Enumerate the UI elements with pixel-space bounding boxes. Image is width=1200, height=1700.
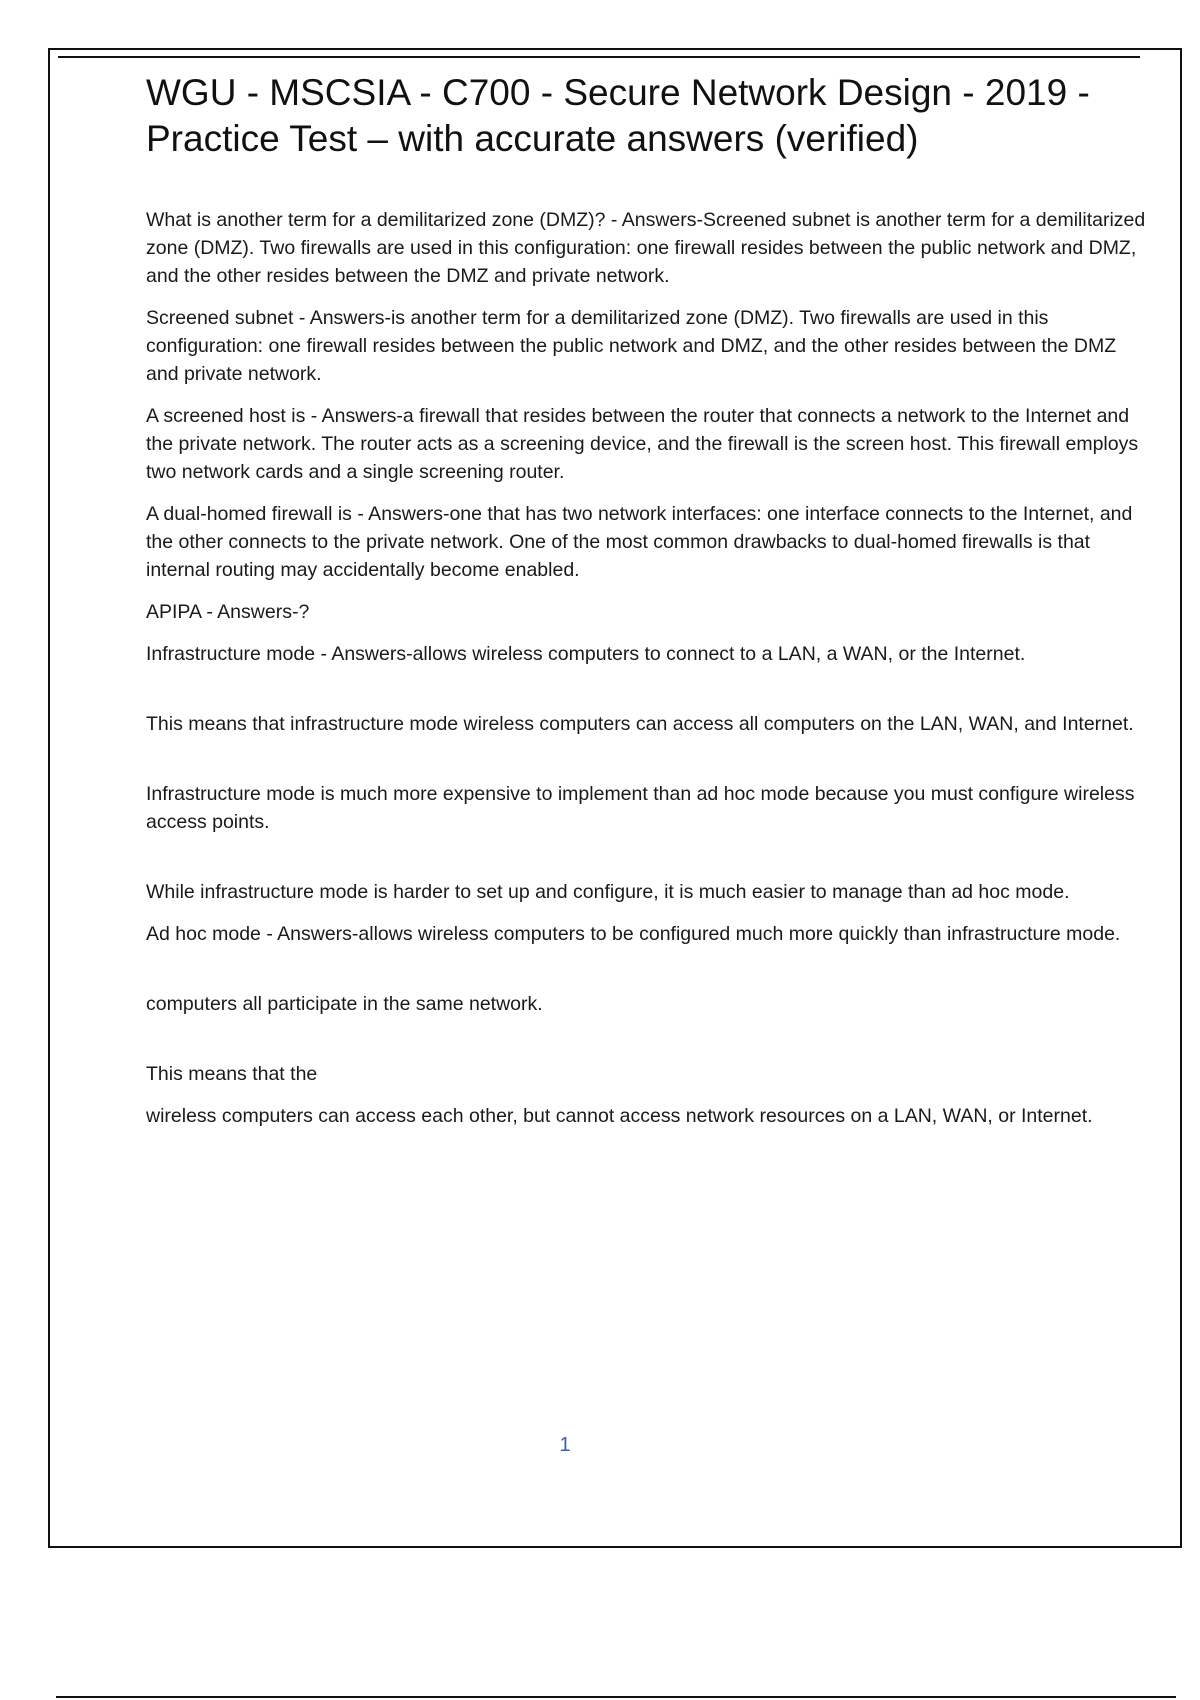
qa-paragraph: Infrastructure mode - Answers-allows wireless computers to connect to a LAN, a WAN, or the Internet.	[146, 643, 1026, 665]
top-divider	[58, 56, 1140, 58]
qa-paragraph: Ad hoc mode - Answers-allows wireless computers to be configured much more quickly than infrastructure mode.	[146, 923, 1121, 945]
document-title: WGU - MSCSIA - C700 - Secure Network Design - 2019 - Practice Test – with accurate answers (verified)	[146, 72, 1090, 159]
qa-paragraph: This means that infrastructure mode wireless computers can access all computers on the LAN, WAN, and Internet.	[146, 713, 1134, 735]
qa-paragraph: A screened host is - Answers-a firewall that resides between the router that connects a network to the Internet and the private network. The router acts as a screening device, and the firewall is the screen host. This firewall employs two network cards and a single screening router.	[146, 405, 1139, 483]
qa-paragraph: wireless computers can access each other, but cannot access network resources on a LAN, WAN, or Internet.	[146, 1105, 1093, 1127]
page-frame	[48, 48, 1182, 1548]
next-page-divider	[56, 1696, 1176, 1698]
qa-paragraph: This means that the	[146, 1063, 318, 1085]
qa-paragraph: computers all participate in the same network.	[146, 993, 543, 1015]
qa-paragraph: APIPA - Answers-?	[146, 601, 310, 623]
page-number: 1	[559, 1434, 571, 1456]
qa-paragraph: A dual-homed firewall is - Answers-one that has two network interfaces: one interface connects to the Internet, and the other connects to the private network. One of the most common drawbacks to dual-homed firewalls is that internal routing may accidentally become enabled.	[146, 503, 1133, 581]
qa-paragraph: While infrastructure mode is harder to set up and configure, it is much easier to manage than ad hoc mode.	[146, 881, 1070, 903]
qa-paragraph: Infrastructure mode is much more expensive to implement than ad hoc mode because you must configure wireless access points.	[146, 783, 1135, 833]
qa-paragraph: Screened subnet - Answers-is another term for a demilitarized zone (DMZ). Two firewalls are used in this configuration: one firewall resides between the public network and DMZ, and the other resides between the DMZ and private network.	[146, 307, 1117, 385]
qa-paragraph: What is another term for a demilitarized zone (DMZ)? - Answers-Screened subnet is another term for a demilitarized zone (DMZ). Two firewalls are used in this configuration: one firewall resides between the public network and DMZ, and the other resides between the DMZ and private network.	[146, 209, 1146, 287]
document-body	[146, 70, 1146, 1144]
